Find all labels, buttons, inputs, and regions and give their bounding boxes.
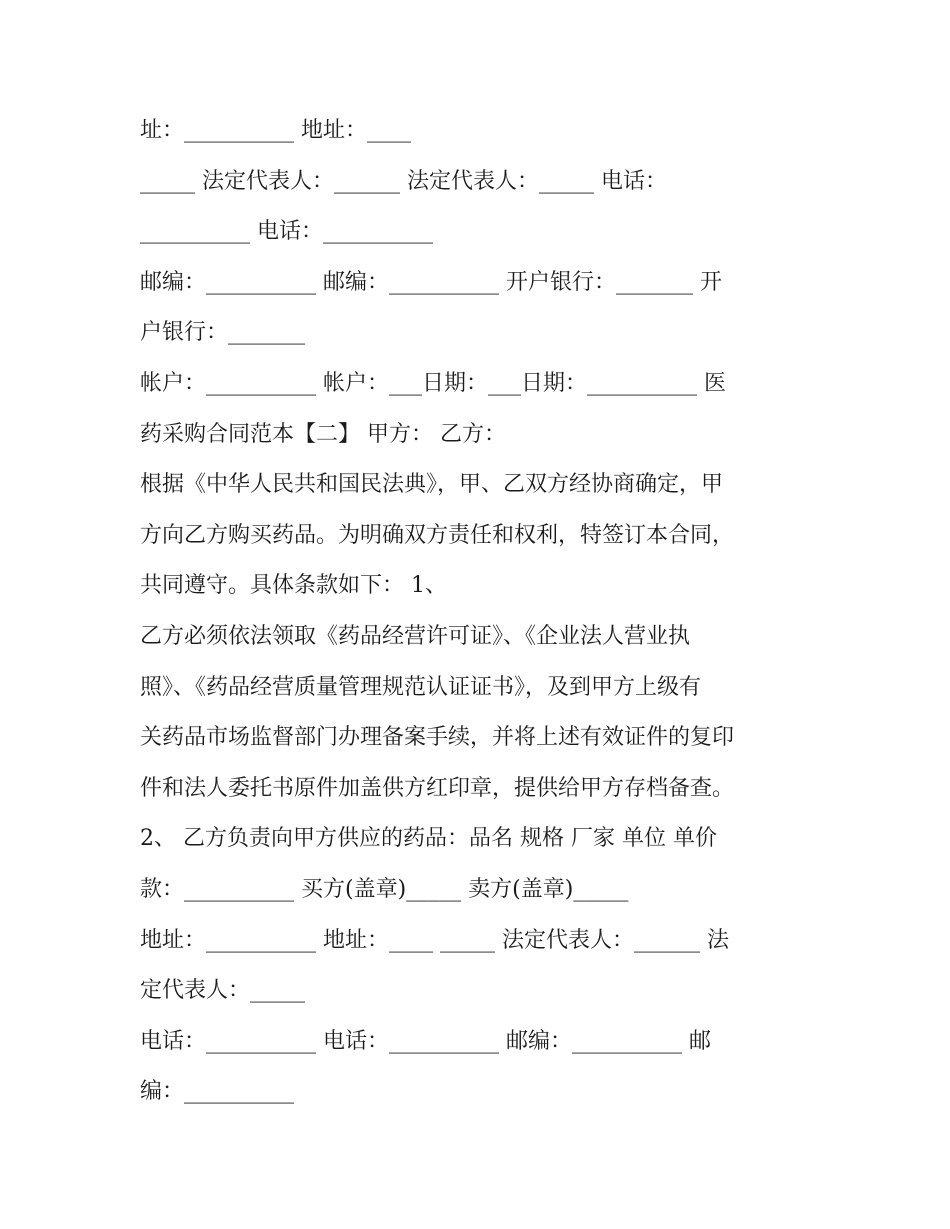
text-line: 方向乙方购买药品。为明确双方责任和权利，特签订本合同， xyxy=(140,522,735,548)
text-line: __________ 电话：__________ xyxy=(140,219,433,245)
text-line: 件和法人委托书原件加盖供方红印章，提供给甲方存档备查。 xyxy=(140,775,735,801)
text-line: 定代表人：_____ xyxy=(140,978,306,1004)
text-line: 乙方必须依法领取《药品经营许可证》、《企业法人营业执 xyxy=(140,623,691,649)
clause-line: 2、 乙方负责向甲方供应的药品：品名 规格 厂家 单位 单价 xyxy=(140,826,717,852)
text-line: 款：__________ 买方(盖章)_____ 卖方(盖章)_____ xyxy=(140,876,629,902)
text-line: 编：__________ xyxy=(140,1079,295,1105)
text-line: 址：__________ 地址：____ xyxy=(140,118,411,143)
text-line: 户银行：_______ xyxy=(140,320,306,346)
text-line: 电话：__________ 电话：__________ 邮编：__________ 邮 xyxy=(140,1028,711,1054)
text-line: _____ 法定代表人：______ 法定代表人：_____ 电话： xyxy=(140,168,667,194)
contract-text-body xyxy=(140,106,820,1118)
text-line: 共同遵守。具体条款如下： 1、 xyxy=(140,573,447,599)
text-line: 根据《中华人民共和国民法典》，甲、乙双方经协商确定，甲 xyxy=(140,472,724,498)
text-line: 照》、《药品经营质量管理规范认证证书》，及到甲方上级有 xyxy=(140,674,702,700)
contract-heading-line: 药采购合同范本【二】 甲方： 乙方： xyxy=(140,421,506,447)
text-line: 关药品市场监督部门办理备案手续，并将上述有效证件的复印 xyxy=(140,725,735,751)
text-line: 地址：__________ 地址：____ _____ 法定代表人：______ 法 xyxy=(140,927,729,953)
text-line: 帐户：__________ 帐户：___日期：___日期：__________ 医 xyxy=(140,370,726,396)
text-line: 邮编：__________ 邮编：__________ 开户银行：_______ 开 xyxy=(140,269,722,295)
